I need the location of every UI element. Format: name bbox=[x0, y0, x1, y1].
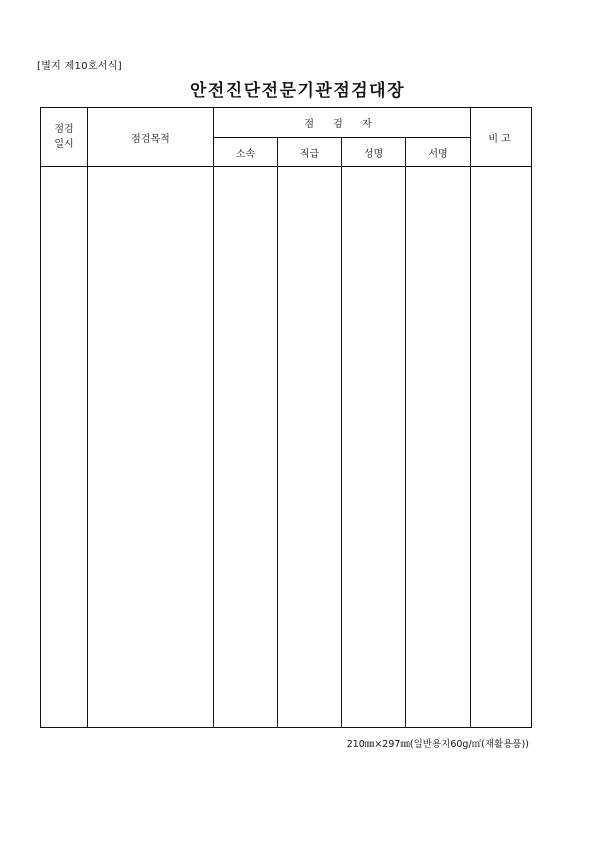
header-inspection-purpose: 점검목적 bbox=[88, 108, 214, 167]
header-rank: 직급 bbox=[278, 138, 342, 167]
cell-inspection-purpose[interactable] bbox=[88, 167, 214, 728]
cell-remarks[interactable] bbox=[471, 167, 532, 728]
header-name: 성명 bbox=[342, 138, 406, 167]
cell-affiliation[interactable] bbox=[214, 167, 278, 728]
cell-signature[interactable] bbox=[406, 167, 471, 728]
header-signature: 서명 bbox=[406, 138, 471, 167]
cell-inspection-datetime[interactable] bbox=[41, 167, 88, 728]
header-affiliation: 소속 bbox=[214, 138, 278, 167]
header-row-top bbox=[41, 108, 532, 138]
header-inspection-datetime bbox=[41, 108, 88, 167]
header-inspection-datetime-line1: 점검 bbox=[54, 124, 74, 135]
document-title: 안전진단전문기관점검대장 bbox=[189, 81, 406, 101]
paper-spec-footnote: 210㎜×297㎜(일반용지60g/㎡(재활용품)) bbox=[346, 739, 529, 750]
header-inspector-group: 점 검 자 bbox=[214, 108, 471, 138]
form-number-label: [별지 제10호서식] bbox=[37, 61, 122, 72]
cell-rank[interactable] bbox=[278, 167, 342, 728]
inspection-ledger-table bbox=[40, 107, 532, 728]
header-remarks: 비고 bbox=[471, 108, 532, 167]
ledger-body-row bbox=[41, 167, 532, 728]
header-inspection-datetime-line2: 일시 bbox=[54, 139, 74, 150]
cell-name[interactable] bbox=[342, 167, 406, 728]
